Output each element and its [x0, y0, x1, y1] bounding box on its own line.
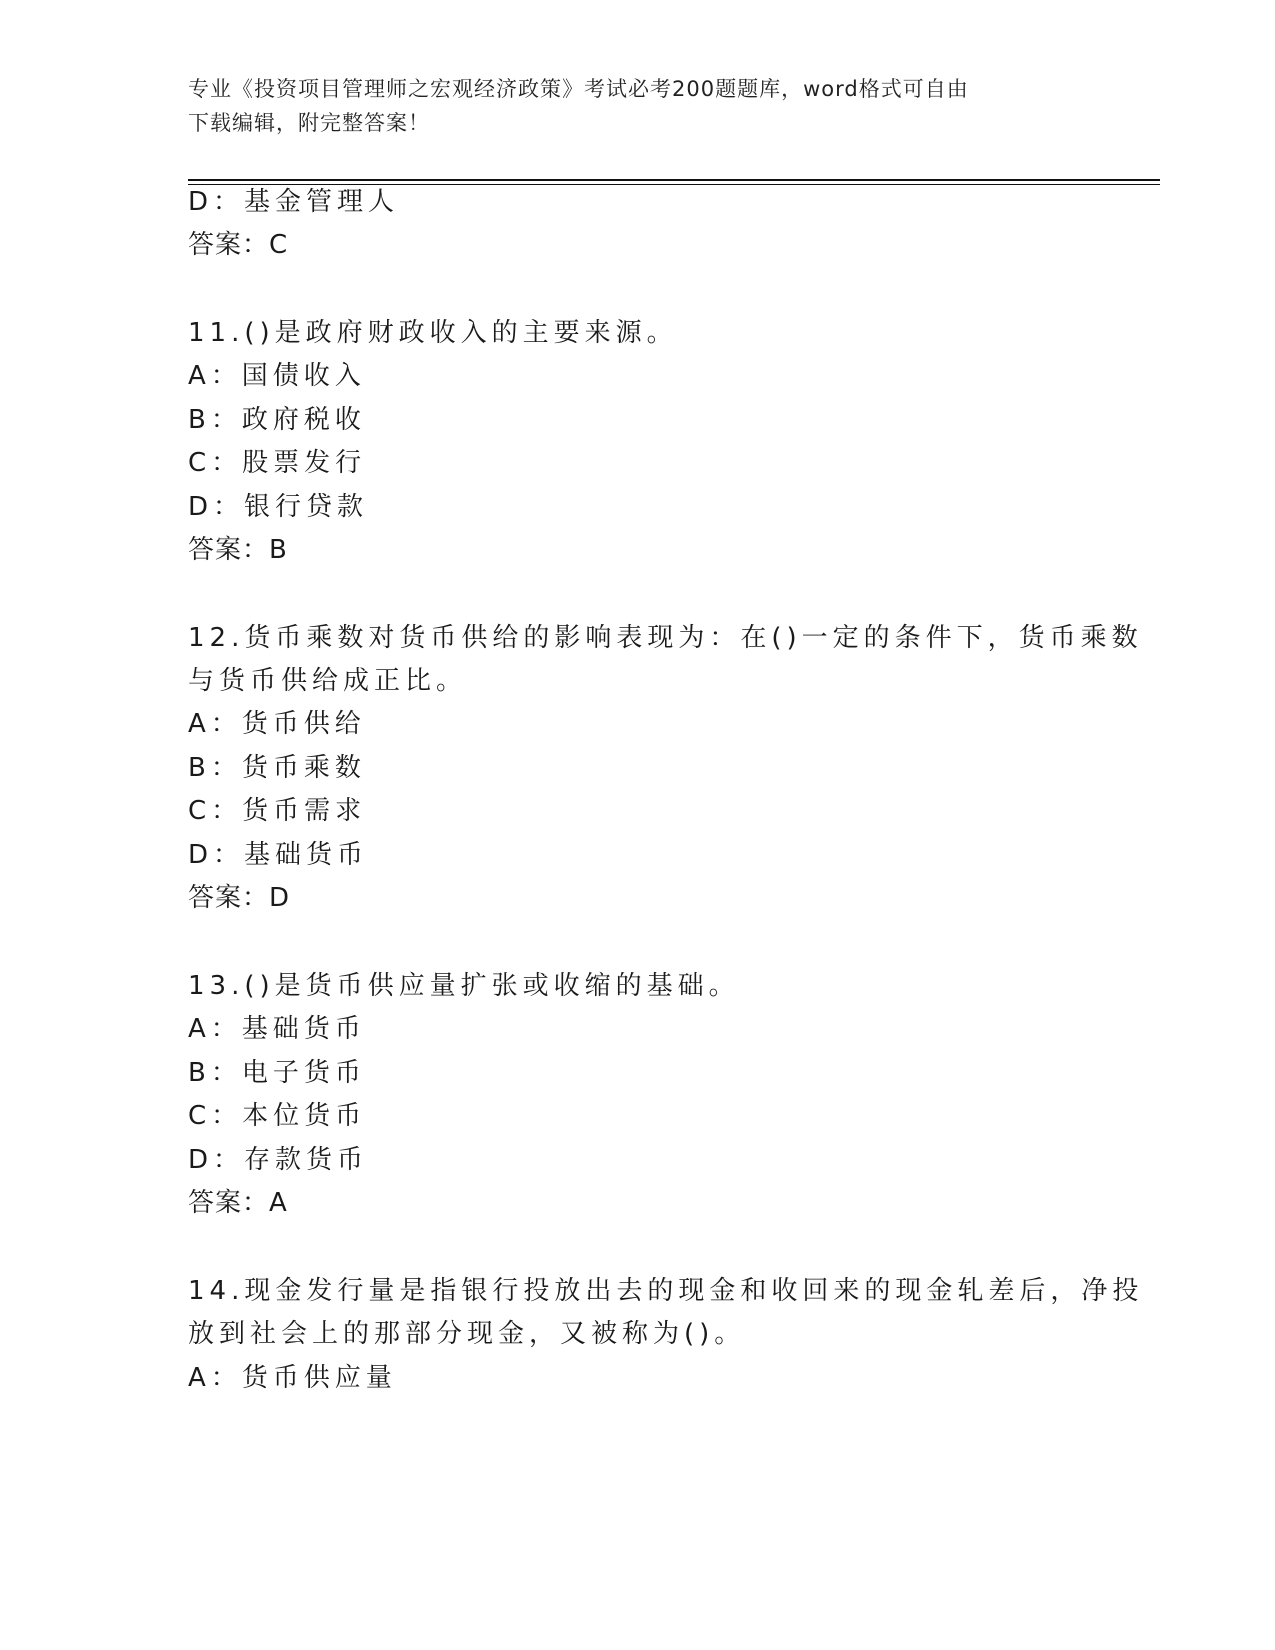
- question-12-stem-line-1: 12.货币乘数对货币供给的影响表现为：在()一定的条件下，货币乘数: [188, 623, 1143, 653]
- question-13-option-c: C：本位货币: [188, 1101, 367, 1131]
- question-11-option-b: B：政府税收: [188, 405, 366, 435]
- question-14-stem-line-2: 放到社会上的那部分现金，又被称为()。: [188, 1319, 746, 1349]
- question-14-stem-line-1: 14.现金发行量是指银行投放出去的现金和收回来的现金轧差后，净投: [188, 1276, 1144, 1306]
- question-12-option-d: D：基础货币: [188, 840, 369, 870]
- question-14-option-a: A：货币供应量: [188, 1363, 397, 1393]
- header-line-1: 专业《投资项目管理师之宏观经济政策》考试必考200题题库，word格式可自由: [188, 77, 969, 101]
- answer-line: 答案：C: [188, 230, 289, 260]
- question-11-stem: 11.()是政府财政收入的主要来源。: [188, 318, 678, 348]
- question-12-stem-line-2: 与货币供给成正比。: [188, 666, 468, 696]
- header-line-2: 下载编辑，附完整答案！: [188, 111, 430, 135]
- question-11-option-c: C：股票发行: [188, 448, 367, 478]
- question-13-option-b: B：电子货币: [188, 1058, 366, 1088]
- question-13-answer: 答案：A: [188, 1188, 288, 1218]
- question-13-stem: 13.()是货币供应量扩张或收缩的基础。: [188, 971, 740, 1001]
- question-12-answer: 答案：D: [188, 883, 291, 913]
- question-13-option-a: A：基础货币: [188, 1014, 366, 1044]
- document-header: [188, 72, 1088, 140]
- question-12-option-b: B：货币乘数: [188, 753, 366, 783]
- question-12-option-a: A：货币供给: [188, 709, 366, 739]
- question-11-option-a: A：国债收入: [188, 361, 366, 391]
- option-d: D：基金管理人: [188, 187, 400, 217]
- question-11-option-d: D：银行贷款: [188, 492, 369, 522]
- question-12-option-c: C：货币需求: [188, 796, 367, 826]
- question-11-answer: 答案：B: [188, 535, 288, 565]
- question-13-option-d: D：存款货币: [188, 1145, 369, 1175]
